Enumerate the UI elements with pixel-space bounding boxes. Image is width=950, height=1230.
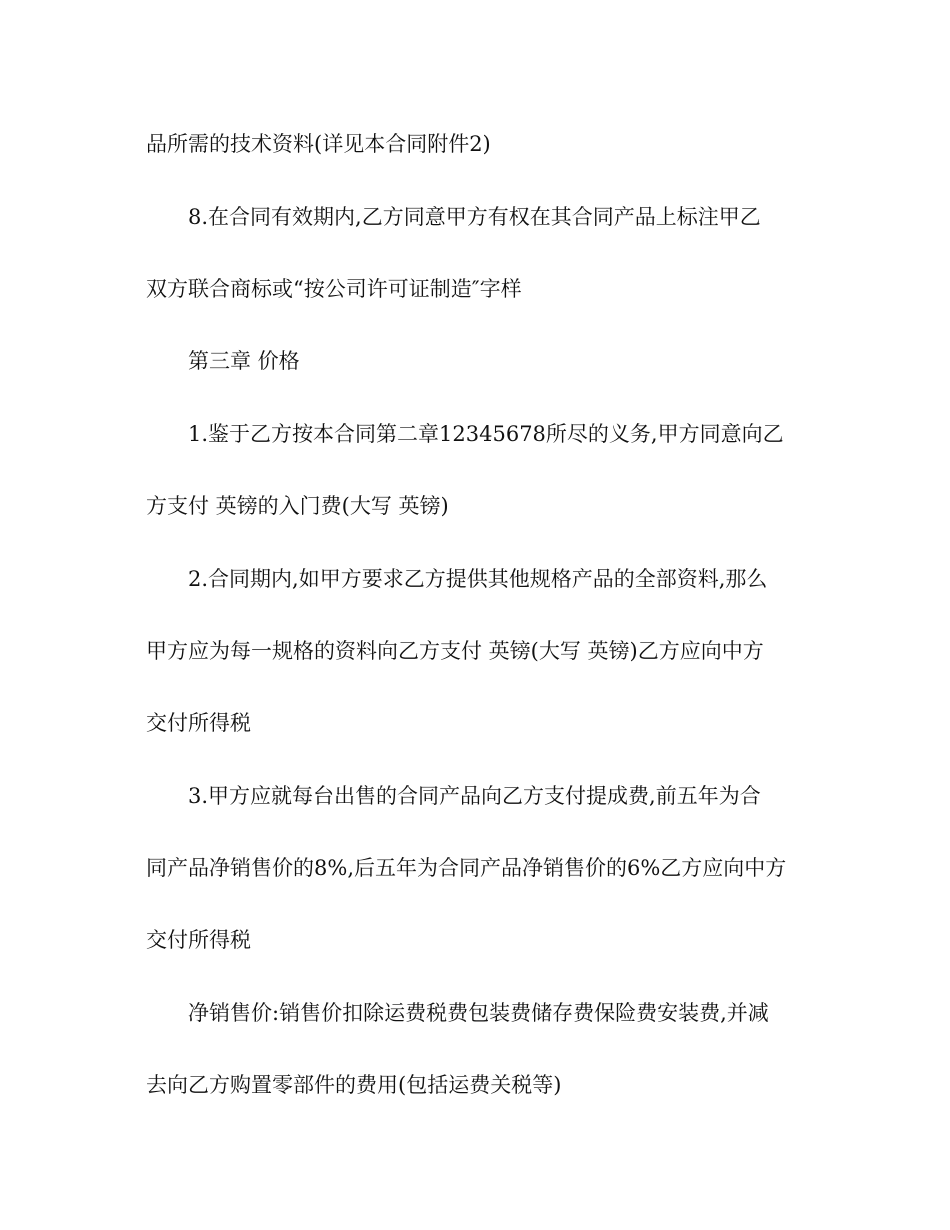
- clause-8-text: 8.在合同有效期内,乙方同意甲方有权在其合同产品上标注甲乙: [188, 205, 761, 229]
- text-line: 交付所得税: [146, 711, 251, 735]
- text-line: 同产品净销售价的8%,后五年为合同产品净销售价的6%乙方应向中方: [146, 856, 787, 880]
- text-line: 品所需的技术资料(详见本合同附件2): [146, 132, 491, 156]
- clause-2-text: 2.合同期内,如甲方要求乙方提供其他规格产品的全部资料,那么: [188, 567, 768, 591]
- definition-text: 净销售价:销售价扣除运费税费包装费储存费保险费安装费,并减: [188, 1001, 769, 1025]
- text-line: 方支付 英镑的入门费(大写 英镑): [146, 494, 449, 518]
- text-line: 去向乙方购置零部件的费用(包括运费关税等): [146, 1073, 562, 1097]
- text-line: 双方联合商标或“按公司许可证制造″字样: [146, 277, 522, 301]
- clause-3-text: 3.甲方应就每台出售的合同产品向乙方支付提成费,前五年为合: [188, 784, 761, 808]
- text-line: 甲方应为每一规格的资料向乙方支付 英镑(大写 英镑)乙方应向中方: [146, 639, 764, 663]
- chapter-heading: 第三章 价格: [188, 349, 300, 373]
- clause-1-text: 1.鉴于乙方按本合同第二章12345678所尽的义务,甲方同意向乙: [188, 422, 784, 446]
- text-line: 交付所得税: [146, 928, 251, 952]
